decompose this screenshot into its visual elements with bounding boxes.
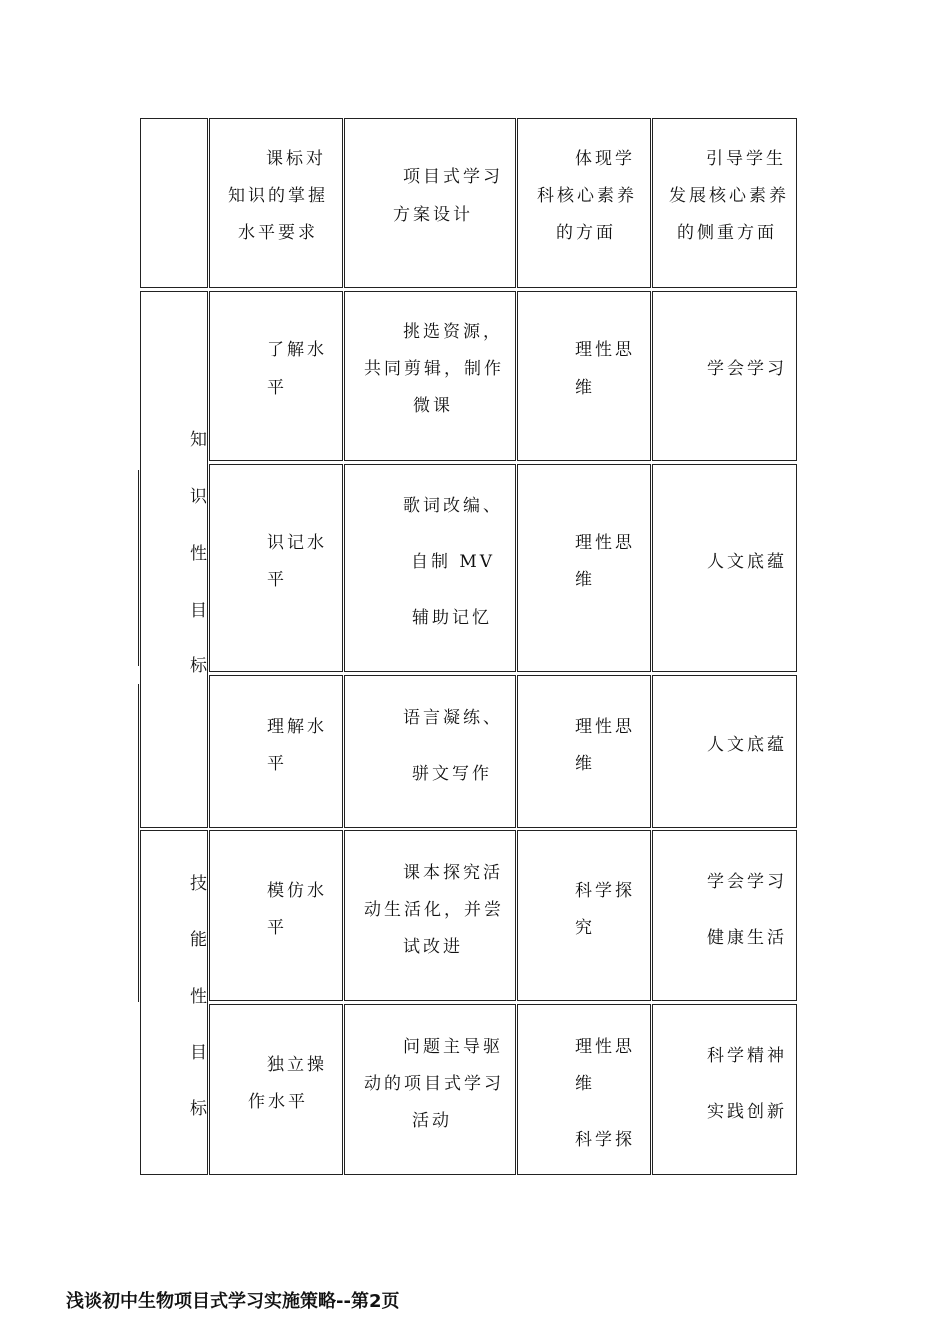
row-level-line: 独立操: [267, 1055, 327, 1075]
header-guide-line: 发展核心素养: [669, 186, 789, 206]
row-literacy-line: 维: [575, 1074, 595, 1094]
group-knowledge-cell: [140, 291, 208, 828]
row-design-cell: [344, 675, 516, 828]
border-fragment: [138, 470, 139, 666]
row-guide-line: 学会学习: [707, 872, 787, 892]
header-design-line: 项目式学习: [403, 167, 503, 187]
group-label-char: 标: [190, 1099, 207, 1119]
row-design-line: 语言凝练、: [403, 708, 503, 728]
row-level-line: 平: [267, 570, 287, 590]
row-literacy-cell: [517, 675, 651, 828]
row-literacy-line: 理性思: [575, 1037, 635, 1057]
header-literacy-cell: [517, 118, 651, 288]
row-design-line: 课本探究活: [403, 863, 503, 883]
row-literacy-line: 科学探: [575, 881, 635, 901]
row-design-cell: [344, 291, 516, 461]
row-level-line: 理解水: [267, 717, 327, 737]
row-level-line: 模仿水: [267, 881, 327, 901]
row-design-line: 试改进: [403, 937, 463, 957]
row-design-line: 辅助记忆: [412, 608, 492, 628]
row-design-line: 问题主导驱: [403, 1037, 503, 1057]
border-fragment: [138, 684, 139, 1002]
row-design-line: 歌词改编、: [403, 496, 503, 516]
header-empty-cell: [140, 118, 208, 288]
header-guide-line: 的侧重方面: [677, 223, 777, 243]
header-design-line: 方案设计: [393, 205, 473, 225]
header-literacy-line: 科核心素养: [537, 186, 637, 206]
row-guide-cell: [652, 675, 797, 828]
row-level-line: 作水平: [248, 1092, 308, 1112]
header-design-cell: [344, 118, 516, 288]
page-footer: 浅谈初中生物项目式学习实施策略--第2页: [66, 1291, 400, 1312]
row-guide-line: 人文底蕴: [707, 552, 787, 572]
row-level-cell: [209, 464, 343, 672]
row-design-cell: [344, 464, 516, 672]
row-design-line: 微课: [413, 396, 453, 416]
row-level-line: 平: [267, 378, 287, 398]
group-label-char: 知: [190, 430, 207, 450]
group-label-char: 识: [190, 487, 207, 507]
row-design-line: 共同剪辑，制作: [364, 359, 504, 379]
header-level-cell: [209, 118, 343, 288]
row-level-cell: [209, 291, 343, 461]
header-literacy-line: 的方面: [556, 223, 616, 243]
group-label-char: 技: [190, 874, 207, 894]
row-design-line: 动的项目式学习: [364, 1074, 504, 1094]
group-skill-cell: [140, 830, 208, 1175]
row-literacy-line: 维: [575, 570, 595, 590]
row-literacy-line: 理性思: [575, 340, 635, 360]
row-literacy-line: 维: [575, 754, 595, 774]
row-guide-line: 健康生活: [707, 928, 787, 948]
row-guide-cell: [652, 464, 797, 672]
row-level-cell: [209, 1004, 343, 1175]
group-label-char: 目: [190, 1043, 207, 1063]
header-level-line: 知识的掌握: [228, 186, 328, 206]
row-literacy-line: 维: [575, 378, 595, 398]
row-guide-cell: [652, 291, 797, 461]
header-literacy-line: 体现学: [575, 149, 635, 169]
row-level-line: 平: [267, 918, 287, 938]
row-guide-cell: [652, 1004, 797, 1175]
group-label-char: 目: [190, 601, 207, 621]
row-literacy-cell: [517, 291, 651, 461]
group-label-char: 标: [190, 656, 207, 676]
row-literacy-cell: [517, 830, 651, 1001]
row-design-line: 动生活化，并尝: [364, 900, 504, 920]
row-literacy-line: 究: [575, 918, 595, 938]
header-guide-cell: [652, 118, 797, 288]
row-guide-line: 科学精神: [707, 1046, 787, 1066]
row-literacy-cell: [517, 464, 651, 672]
row-guide-line: 实践创新: [707, 1102, 787, 1122]
row-literacy-line: 科学探: [575, 1130, 635, 1150]
row-literacy-line: 理性思: [575, 717, 635, 737]
row-guide-cell: [652, 830, 797, 1001]
row-level-cell: [209, 675, 343, 828]
row-design-cell: [344, 830, 516, 1001]
row-design-line: 骈文写作: [412, 764, 492, 784]
group-label-char: 性: [190, 987, 207, 1007]
header-guide-line: 引导学生: [706, 149, 786, 169]
row-design-line: 自制 MV: [411, 552, 496, 572]
row-design-line: 挑选资源，: [403, 322, 503, 342]
row-level-line: 平: [267, 754, 287, 774]
row-level-line: 了解水: [267, 340, 327, 360]
header-level-line: 水平要求: [238, 223, 318, 243]
row-level-line: 识记水: [267, 533, 327, 553]
row-literacy-line: 理性思: [575, 533, 635, 553]
header-level-line: 课标对: [266, 149, 326, 169]
row-literacy-cell: [517, 1004, 651, 1175]
row-guide-line: 人文底蕴: [707, 735, 787, 755]
row-design-line: 活动: [412, 1111, 452, 1131]
row-guide-line: 学会学习: [707, 359, 787, 379]
row-design-cell: [344, 1004, 516, 1175]
group-label-char: 性: [190, 544, 207, 564]
row-level-cell: [209, 830, 343, 1001]
group-label-char: 能: [190, 930, 207, 950]
